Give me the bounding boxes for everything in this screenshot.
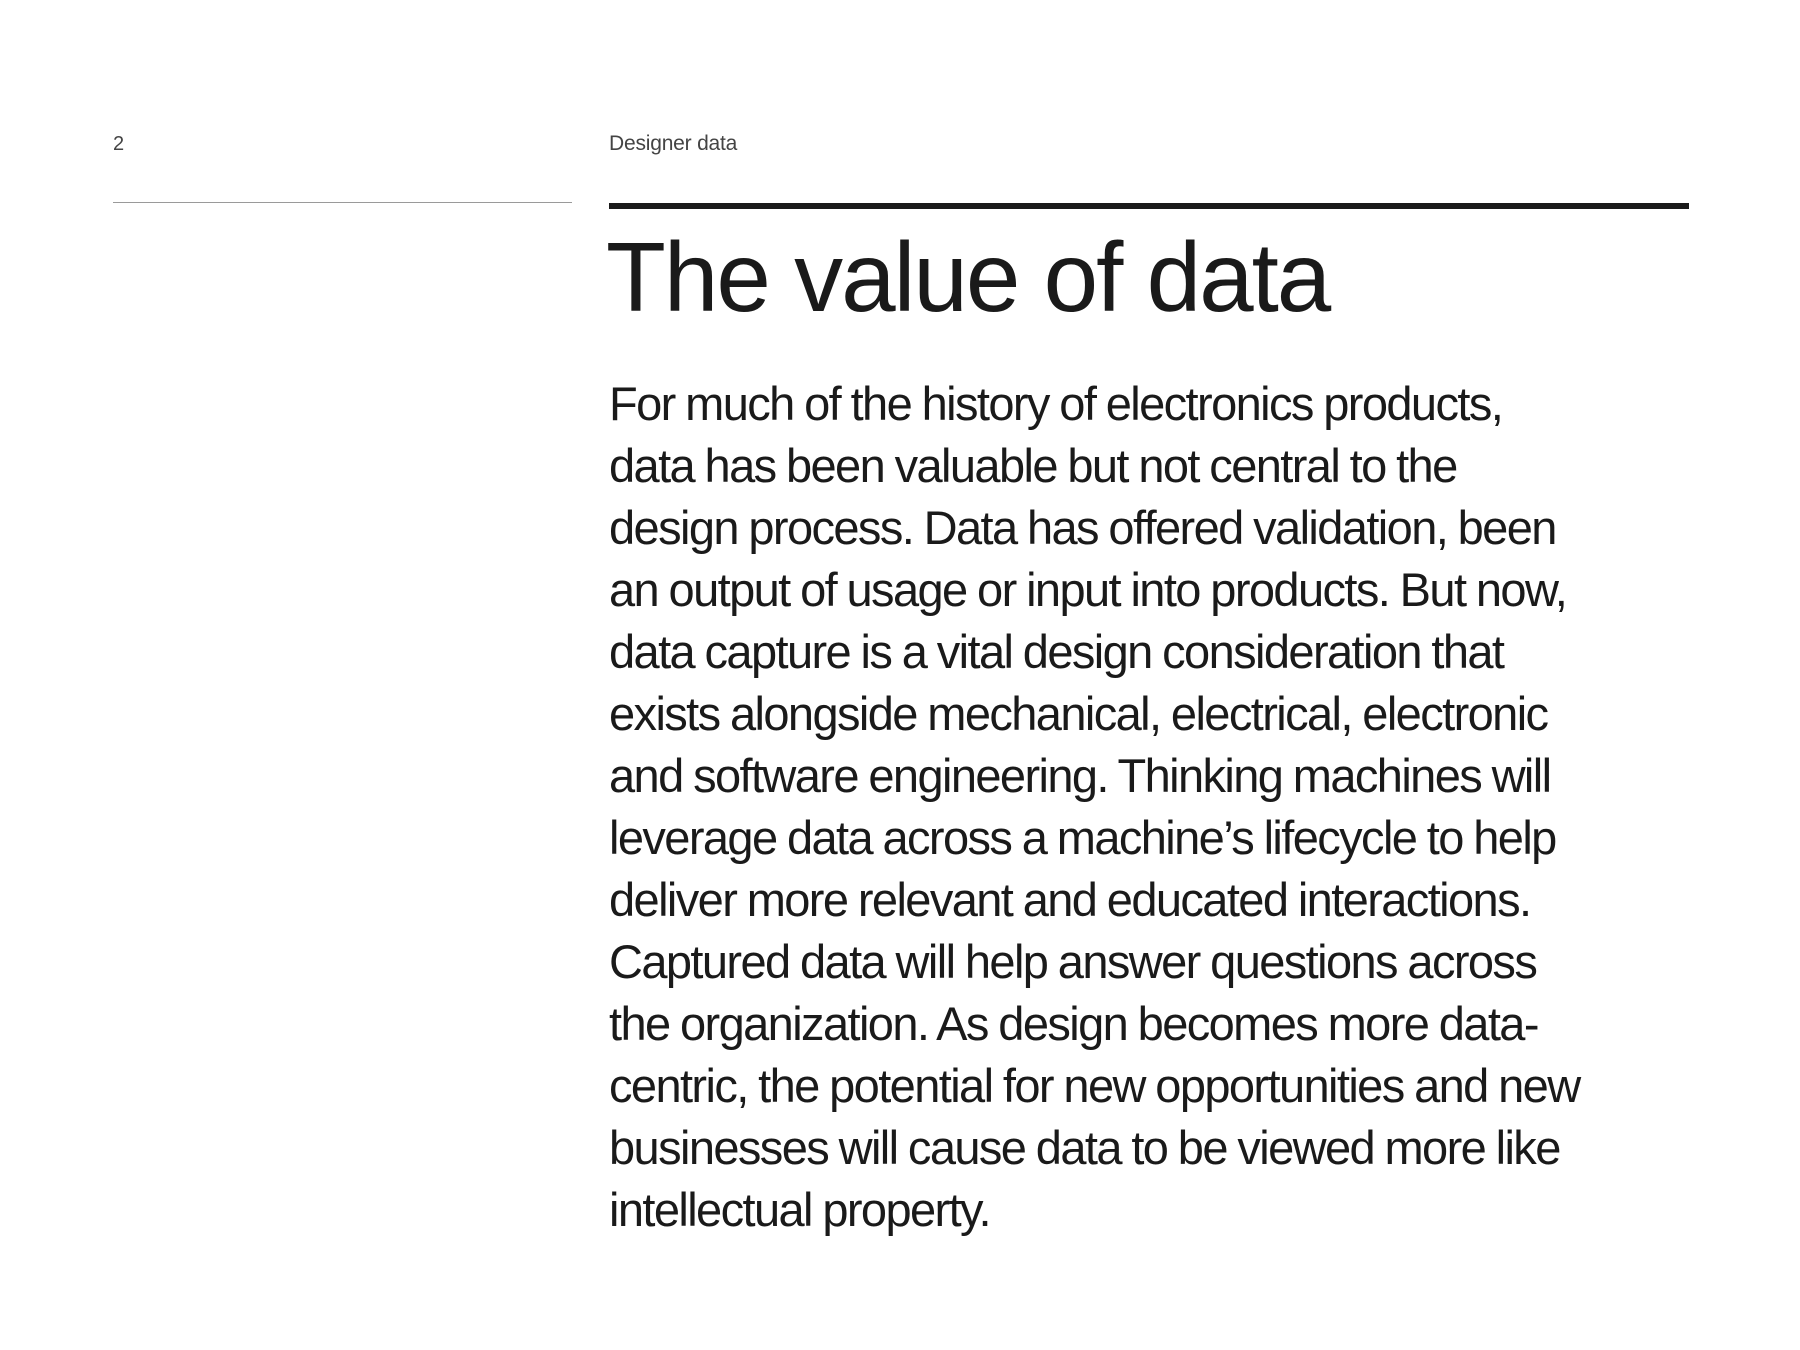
- body-line: exists alongside mechanical, electrical, electronic: [609, 687, 1548, 740]
- body-line: businesses will cause data to be viewed more like: [609, 1121, 1560, 1174]
- body-line: data has been valuable but not central to the: [609, 439, 1457, 492]
- body-line: data capture is a vital design consideration that: [609, 625, 1504, 678]
- title-divider: [609, 203, 1689, 209]
- body-line: leverage data across a machine’s lifecycle to help: [609, 811, 1556, 864]
- body-line: deliver more relevant and educated interactions.: [609, 873, 1531, 926]
- body-line: centric, the potential for new opportunities and new: [609, 1059, 1580, 1112]
- body-paragraph: [609, 373, 1699, 1241]
- body-line: intellectual property.: [609, 1183, 990, 1236]
- left-divider: [113, 202, 572, 203]
- body-line: and software engineering. Thinking machines will: [609, 749, 1551, 802]
- body-line: design process. Data has offered validation, been: [609, 501, 1556, 554]
- body-line: the organization. As design becomes more data-: [609, 997, 1538, 1050]
- section-label: Designer data: [609, 132, 738, 155]
- page-title: The value of data: [606, 222, 1330, 332]
- body-line: an output of usage or input into products. But now,: [609, 563, 1567, 616]
- body-line: For much of the history of electronics products,: [609, 377, 1503, 430]
- page-number: 2: [113, 133, 125, 155]
- body-line: Captured data will help answer questions across: [609, 935, 1537, 988]
